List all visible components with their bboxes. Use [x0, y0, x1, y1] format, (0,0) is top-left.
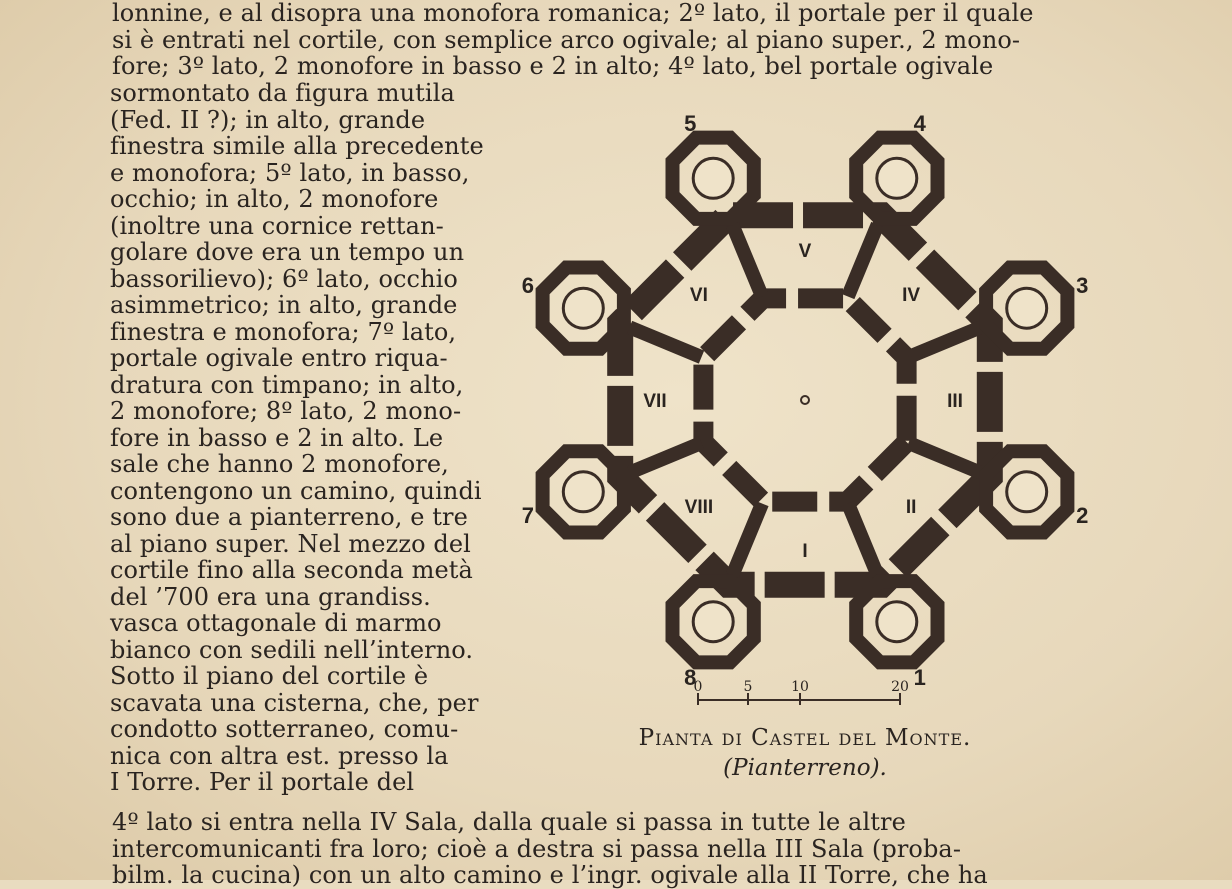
partition-wall [909, 327, 981, 357]
column_lines-line: occhio; in alto, 2 monofore [110, 185, 439, 213]
scale-label: 20 [891, 679, 909, 695]
tower-room [693, 158, 733, 198]
column_lines-line: condotto sotterraneo, comu- [110, 715, 459, 743]
column_lines-line: al piano super. Nel mezzo del [110, 529, 471, 558]
column_lines-line: bassorilievo); 6º lato, occhio [110, 264, 458, 293]
room-number-III: III [947, 391, 963, 412]
castle-floor-plan [521, 110, 1089, 715]
room-number-V: V [798, 241, 812, 262]
tower-room [1007, 472, 1047, 512]
column_lines-line: golare dove era un tempo un [110, 238, 465, 266]
room-number-II: II [905, 497, 917, 519]
tower-room [877, 602, 917, 642]
partition-wall [848, 225, 878, 297]
column_lines-line: fore in basso e 2 in alto. Le [110, 423, 444, 452]
scale-label: 5 [743, 679, 753, 695]
column_lines-line: contengono un camino, quindi [110, 476, 482, 505]
central-well [801, 396, 809, 404]
column_lines-line: (Fed. II ?); in alto, grande [110, 105, 426, 134]
partition-wall [732, 225, 762, 297]
tower-number-7: 7 [521, 502, 534, 528]
bottom_lines-line: intercomunicanti fra loro; cioè a destra si passa nella III Sala (proba- [112, 834, 962, 863]
column_lines-line: dratura con timpano; in alto, [110, 370, 464, 399]
column_lines-line: sale che hanno 2 monofore, [110, 450, 449, 478]
scale-label: 0 [693, 679, 703, 695]
tower-room [563, 288, 603, 328]
room-number-VII: VII [643, 391, 667, 412]
inner-wall [703, 298, 906, 501]
column_lines-line: asimmetrico; in alto, grande [110, 291, 458, 319]
tower-number-2: 2 [1076, 502, 1089, 528]
figure-caption-subtitle: (Pianterreno). [723, 755, 887, 781]
column_lines-line: bianco con sedili nell’interno. [110, 635, 474, 664]
tower-room [563, 472, 603, 512]
room-number-I: I [802, 541, 808, 562]
column_lines-line: Sotto il piano del cortile è [110, 662, 429, 690]
top_lines-line: lonnine, e al disopra una monofora romanica; 2º lato, il portale per il quale [112, 0, 1034, 27]
tower-number-3: 3 [1076, 273, 1089, 299]
column_lines-line: e monofora; 5º lato, in basso, [110, 158, 470, 187]
column_lines-line: (inoltre una cornice rettan- [110, 211, 444, 240]
bottom_lines-line: bilm. la cucina) con un alto camino e l’ingr. ogivale alla II Torre, che ha [112, 861, 988, 889]
figure-caption-title: Pianta di Castel del Monte. [638, 725, 972, 751]
room-number-IV: IV [902, 284, 921, 306]
tower-room [877, 158, 917, 198]
tower-number-5: 5 [684, 110, 697, 136]
top_lines-line: si è entrati nel cortile, con semplice arco ogivale; al piano super., 2 mono- [112, 25, 1021, 54]
partition-wall [909, 443, 981, 473]
partition-wall [630, 327, 702, 357]
column_lines-line: cortile fino alla seconda metà [110, 556, 473, 584]
column_lines-line: I Torre. Per il portale del [110, 768, 415, 796]
tower-room [693, 602, 733, 642]
top_lines-line: fore; 3º lato, 2 monofore in basso e 2 in alto; 4º lato, bel portale ogivale [112, 52, 994, 80]
column_lines-line: 2 monofore; 8º lato, 2 mono- [110, 397, 462, 425]
bottom_lines-line: 4º lato si entra nella IV Sala, dalla quale si passa in tutte le altre [112, 808, 906, 836]
partition-wall [848, 504, 878, 576]
column_lines-line: del ’700 era una grandiss. [110, 582, 431, 611]
column_lines-line: finestra e monofora; 7º lato, [110, 317, 457, 346]
tower-number-4: 4 [913, 110, 926, 136]
column_lines-line: finestra simile alla precedente [110, 132, 484, 160]
tower-number-8: 8 [684, 665, 697, 691]
partition-wall [732, 504, 762, 576]
tower-room [1007, 288, 1047, 328]
scale-label: 10 [791, 679, 809, 695]
column_lines-line: sono due a pianterreno, e tre [110, 503, 468, 531]
outer-wall [620, 215, 990, 585]
column_lines-line: portale ogivale entro riqua- [110, 344, 448, 372]
column_lines-line: nica con altra est. presso la [110, 741, 449, 770]
room-number-VI: VI [689, 284, 708, 306]
column_lines-line: vasca ottagonale di marmo [110, 609, 442, 637]
column_lines-line: sormontato da figura mutila [110, 79, 455, 107]
tower-number-6: 6 [521, 273, 534, 299]
partition-wall [630, 443, 702, 473]
tower-number-1: 1 [913, 665, 926, 691]
room-number-VIII: VIII [684, 497, 714, 519]
column_lines-line: scavata una cisterna, che, per [110, 688, 479, 717]
